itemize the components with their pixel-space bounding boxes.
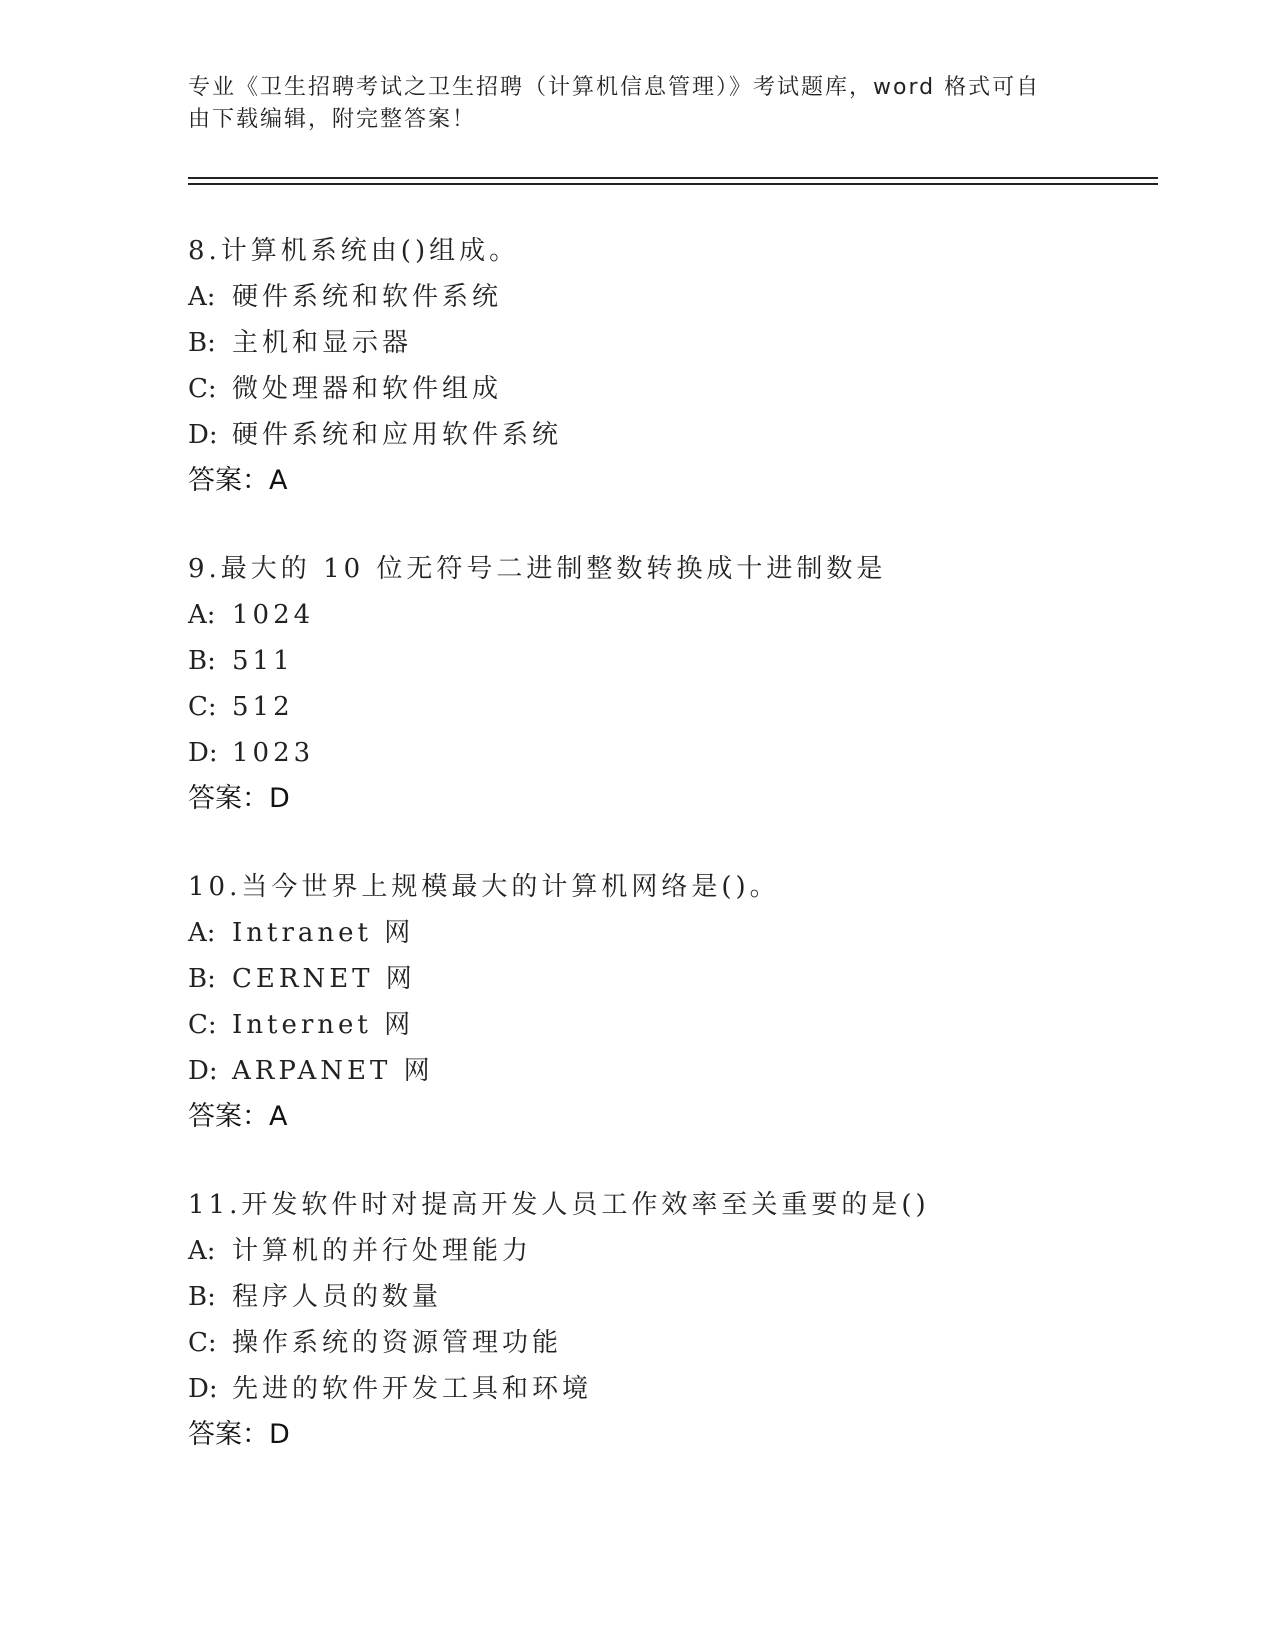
option-text: 操作系统的资源管理功能	[232, 1328, 563, 1358]
option-text: 程序人员的数量	[232, 1282, 443, 1312]
option-text: 1023	[232, 738, 315, 768]
option-b	[188, 956, 1148, 1002]
question-block	[188, 1182, 1148, 1458]
option-key: D:	[188, 420, 218, 450]
header-line-2: 由下载编辑，附完整答案！	[188, 107, 477, 132]
option-key: B:	[188, 646, 216, 676]
option-text: 1024	[232, 600, 315, 630]
option-key: D:	[188, 1374, 218, 1404]
option-d	[188, 1048, 1148, 1094]
option-b	[188, 320, 1148, 366]
option-text: 511	[232, 646, 294, 676]
option-key: B:	[188, 328, 216, 358]
answer-label: 答案：D	[188, 1419, 290, 1450]
option-d	[188, 730, 1148, 776]
option-key: A:	[188, 1236, 216, 1266]
answer-label: 答案：A	[188, 1101, 288, 1132]
document-header	[188, 72, 1088, 136]
option-c	[188, 684, 1148, 730]
option-text: 先进的软件开发工具和环境	[232, 1374, 593, 1404]
question-stem: 8.计算机系统由()组成。	[188, 236, 520, 266]
option-text: CERNET 网	[232, 964, 416, 994]
option-c	[188, 366, 1148, 412]
option-c	[188, 1320, 1148, 1366]
option-b	[188, 638, 1148, 684]
option-key: D:	[188, 738, 218, 768]
question-stem: 11.开发软件时对提高开发人员工作效率至关重要的是()	[188, 1190, 930, 1220]
option-key: A:	[188, 918, 216, 948]
option-key: A:	[188, 600, 216, 630]
question-block	[188, 228, 1148, 504]
option-text: 主机和显示器	[232, 328, 413, 358]
header-divider-top	[188, 177, 1158, 179]
option-key: D:	[188, 1056, 218, 1086]
option-b	[188, 1274, 1148, 1320]
option-text: 512	[232, 692, 294, 722]
option-text: Intranet 网	[232, 918, 415, 948]
option-text: ARPANET 网	[232, 1056, 434, 1086]
header-line-1: 专业《卫生招聘考试之卫生招聘（计算机信息管理）》考试题库，word 格式可自	[188, 75, 1041, 100]
option-key: B:	[188, 1282, 216, 1312]
question-block	[188, 546, 1148, 822]
answer-label: 答案：D	[188, 783, 290, 814]
option-a	[188, 910, 1148, 956]
header-divider-bottom	[188, 183, 1158, 185]
option-text: 硬件系统和应用软件系统	[232, 420, 563, 450]
option-a	[188, 592, 1148, 638]
option-text: 微处理器和软件组成	[232, 374, 503, 404]
question-stem: 9.最大的 10 位无符号二进制整数转换成十进制数是	[188, 554, 887, 584]
question-block	[188, 864, 1148, 1140]
option-key: C:	[188, 692, 217, 722]
option-text: Internet 网	[232, 1010, 415, 1040]
option-key: B:	[188, 964, 216, 994]
option-text: 计算机的并行处理能力	[232, 1236, 533, 1266]
option-c	[188, 1002, 1148, 1048]
question-stem: 10.当今世界上规模最大的计算机网络是()。	[188, 872, 780, 902]
option-a	[188, 274, 1148, 320]
option-key: C:	[188, 1328, 217, 1358]
option-d	[188, 412, 1148, 458]
option-d	[188, 1366, 1148, 1412]
option-key: A:	[188, 282, 216, 312]
option-key: C:	[188, 374, 217, 404]
answer-label: 答案：A	[188, 465, 288, 496]
option-key: C:	[188, 1010, 217, 1040]
option-text: 硬件系统和软件系统	[232, 282, 503, 312]
option-a	[188, 1228, 1148, 1274]
